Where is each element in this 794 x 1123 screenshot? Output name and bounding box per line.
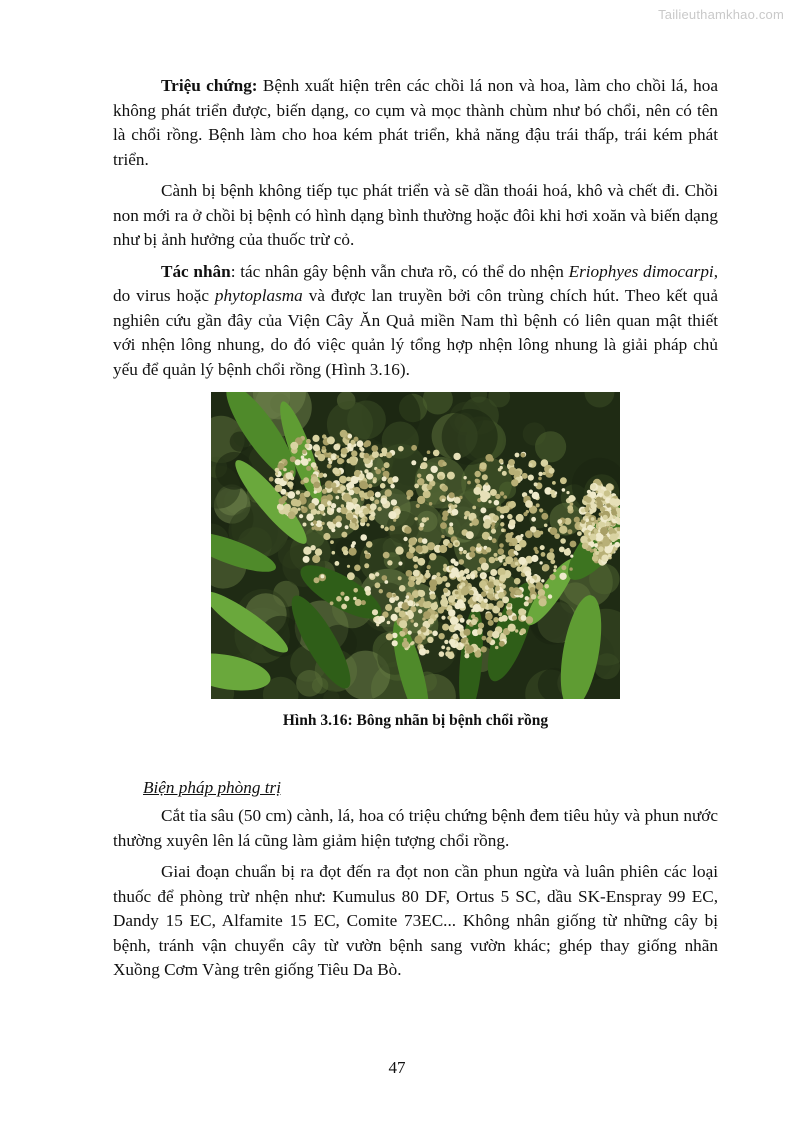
paragraph-symptoms: [113, 74, 718, 172]
branch-text: Cành bị bệnh không tiếp tục phát triển và sẽ dần thoái hoá, khô và chết đi. Chồi non mới ra ở chồi bị bệnh có hình dạng bình thường hoặc đôi khi hơi xoăn và biến dạng như bị ảnh hưởng của thuốc trừ cỏ.: [113, 181, 718, 249]
page-number: 47: [388, 1058, 406, 1077]
label-symptoms: Triệu chứng:: [161, 76, 258, 95]
figure-caption: Hình 3.16: Bông nhãn bị bệnh chổi rồng: [282, 712, 549, 729]
pruning-text: Cắt tỉa sâu (50 cm) cành, lá, hoa có triệu chứng bệnh đem tiêu hủy và phun nước thường xuyên lên lá cũng làm giảm hiện tượng chổi rồng.: [113, 806, 718, 850]
watermark: Tailieuthamkhao.com: [658, 7, 784, 22]
paragraph-spraying: [113, 860, 718, 983]
cause-italic-1: Eriophyes dimocarpi: [568, 261, 714, 281]
cause-text-3: và được lan truyền bởi côn trùng chích hút. Theo kết quả nghiên cứu gần đây của Viện Cây Ăn Quả miền Nam thì bệnh có liên quan mật thiết với nhện lông nhung, do đó việc quản lý tổng hợp nhện lông nhung là giải pháp chủ yếu để quản lý bệnh chổi rồng (Hình 3.16).: [113, 286, 718, 379]
cause-italic-2: phytoplasma: [214, 286, 303, 305]
label-cause: Tác nhân: [161, 261, 231, 281]
longan-flower-photo: [211, 392, 620, 699]
section-heading: Biện pháp phòng trị: [143, 778, 281, 797]
spraying-text: Giai đoạn chuẩn bị ra đọt đến ra đọt non cần phun ngừa và luân phiên các loại thuốc để phòng trừ nhện như: Kumulus 80 DF, Ortus 5 SC, dầu SK-Enspray 99 EC, Dandy 15 EC, Alfamite 15 EC, Comite 73EC... Không nhân giống từ những cây bị bệnh, tránh vận chuyển cây từ vườn bệnh sang vườn khác; ghép thay giống nhãn Xuồng Cơm Vàng trên giống Tiêu Da Bò.: [113, 862, 718, 979]
cause-text-1: : tác nhân gây bệnh vẫn chưa rõ, có thể do nhện: [230, 261, 569, 281]
paragraph-branch: [113, 179, 718, 253]
paragraph-pruning: [113, 804, 718, 853]
figure-photo: [211, 392, 620, 699]
symptoms-text: Bệnh xuất hiện trên các chồi lá non và hoa, làm cho chồi lá, hoa không phát triển được, biến dạng, co cụm và mọc thành chùm như bó chổi, nên có tên là chổi rồng. Bệnh làm cho hoa kém phát triển, khả năng đậu trái thấp, trái kém phát triển.: [113, 76, 718, 169]
cause-text-2: , do virus hoặc: [113, 261, 718, 305]
page-content: [113, 74, 718, 990]
paragraph-cause: [113, 260, 718, 383]
